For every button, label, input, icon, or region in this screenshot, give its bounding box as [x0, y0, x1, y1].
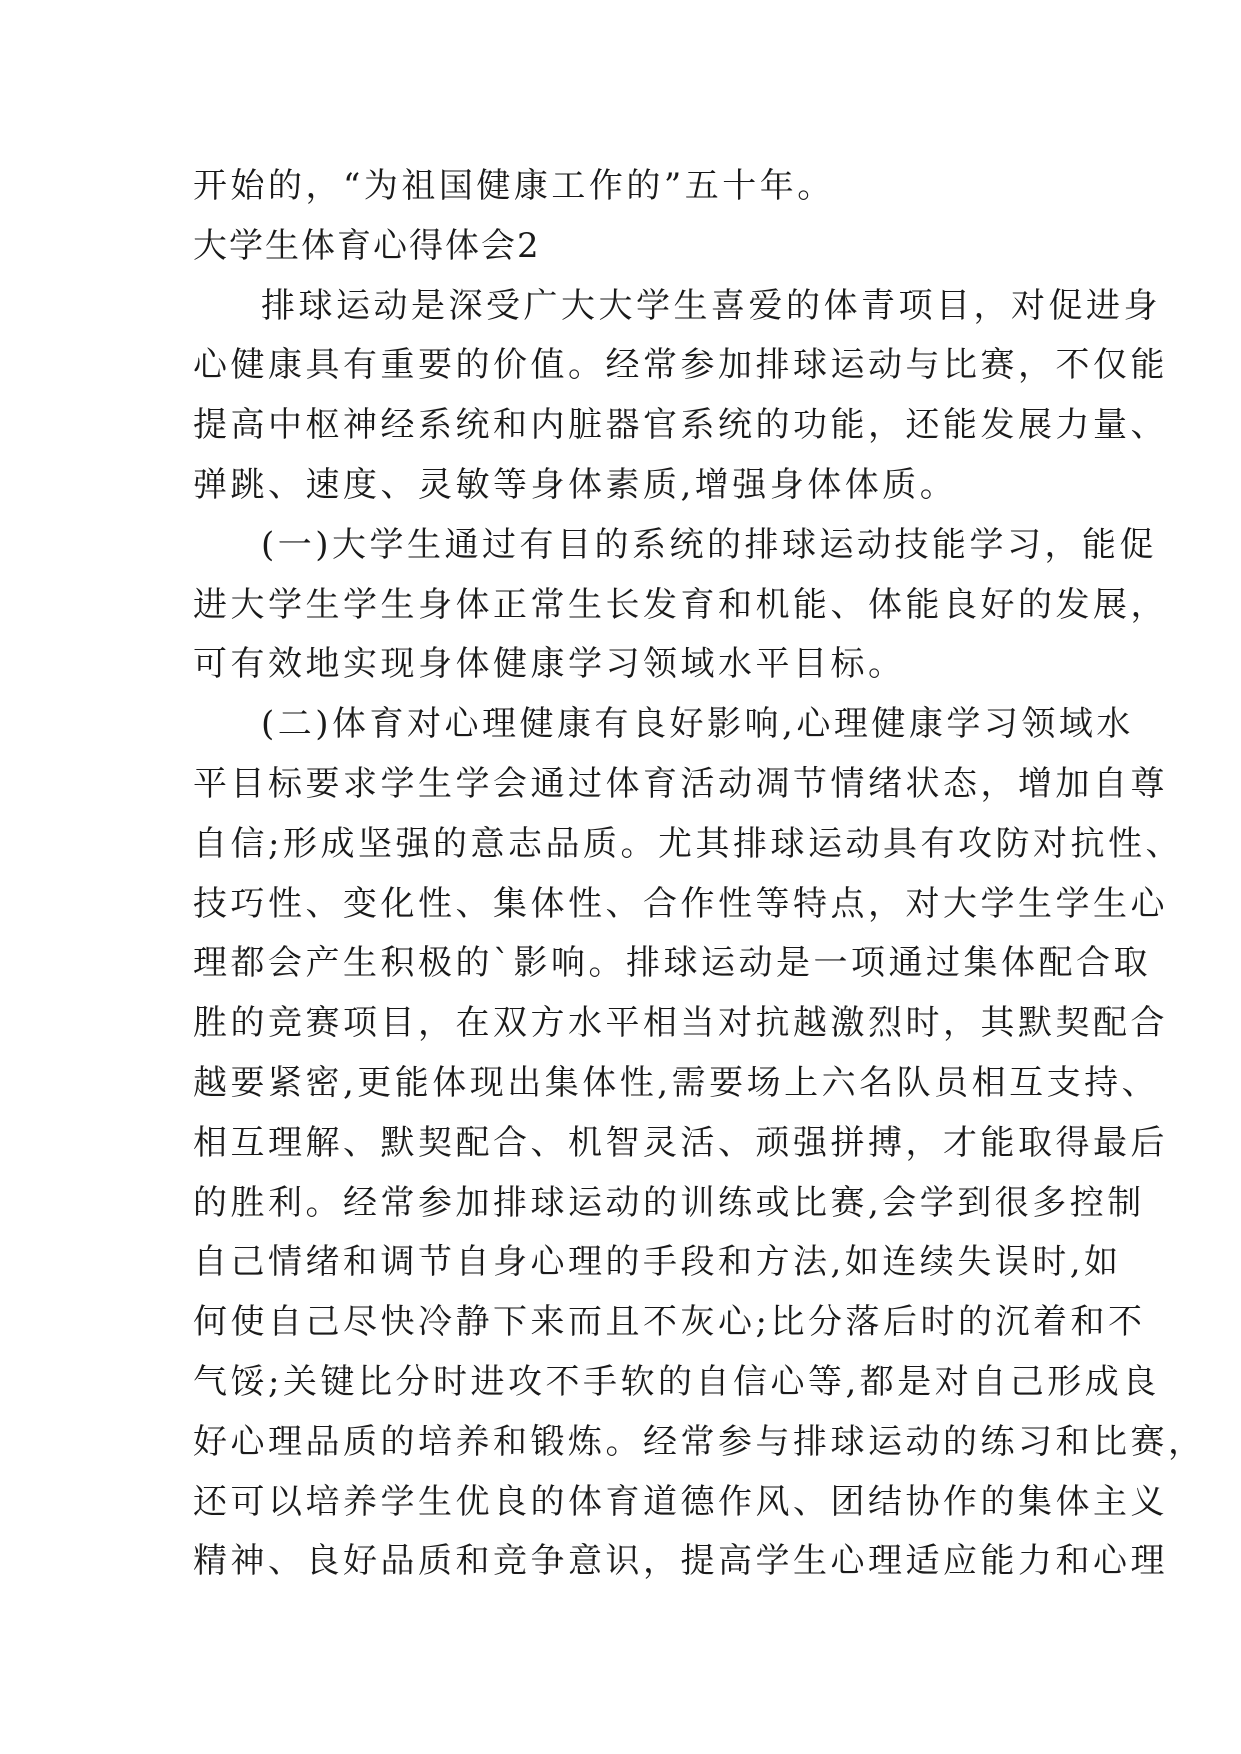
text-line: 弹跳、速度、灵敏等身体素质,增强身体体质。 — [193, 464, 958, 505]
text-line: 开始的，“为祖国健康工作的”五十年。 — [193, 166, 835, 206]
text-line: 胜的竞赛项目，在双方水平相当对抗越激烈时，其默契配合 — [193, 1003, 1168, 1044]
text-line: 相互理解、默契配合、机智灵活、顽强拼搏，才能取得最后 — [193, 1122, 1168, 1163]
text-line: 气馁;关键比分时进攻不手软的自信心等,都是对自己形成良 — [193, 1361, 1160, 1402]
text-line: 心健康具有重要的价值。经常参加排球运动与比赛，不仅能 — [193, 345, 1168, 386]
text-line: 可有效地实现身体健康学习领域水平目标。 — [193, 644, 906, 685]
text-line: 自信;形成坚强的意志品质。尤其排球运动具有攻防对抗性、 — [193, 823, 1183, 864]
text-line: 精神、良好品质和竞争意识，提高学生心理适应能力和心理 — [193, 1541, 1168, 1582]
text-line: 排球运动是深受广大大学生喜爱的体青项目，对促进身 — [261, 285, 1161, 326]
text-line: 好心理品质的培养和锻炼。经常参与排球运动的练习和比赛， — [193, 1421, 1206, 1462]
text-line: 技巧性、变化性、集体性、合作性等特点，对大学生学生心 — [193, 883, 1168, 924]
section-heading: 大学生体育心得体会2 — [193, 225, 541, 266]
text-line: 进大学生学生身体正常生长发育和机能、体能良好的发展， — [193, 584, 1168, 625]
text-line: 提高中枢神经系统和内脏器官系统的功能，还能发展力量、 — [193, 405, 1168, 446]
text-line: 还可以培养学生优良的体育道德作风、团结协作的集体主义 — [193, 1481, 1168, 1522]
text-line: 越要紧密,更能体现出集体性,需要场上六名队员相互支持、 — [193, 1062, 1160, 1103]
document-body — [193, 157, 1206, 1592]
text-line: 何使自己尽快冷静下来而且不灰心;比分落后时的沉着和不 — [193, 1302, 1146, 1343]
text-line: 平目标要求学生学会通过体育活动凋节情绪状态，增加自尊 — [193, 763, 1168, 804]
text-line: 理都会产生积极的`影响。排球运动是一项通过集体配合取 — [193, 943, 1151, 984]
text-line: 的胜利。经常参加排球运动的训练或比赛,会学到很多控制 — [193, 1182, 1145, 1223]
text-line: 自己情绪和调节自身心理的手段和方法,如连续失误时,如 — [193, 1242, 1122, 1283]
text-line: (二)体育对心理健康有良好影响,心理健康学习领域水 — [261, 704, 1134, 745]
text-line: (一)大学生通过有目的系统的排球运动技能学习，能促 — [261, 524, 1158, 565]
